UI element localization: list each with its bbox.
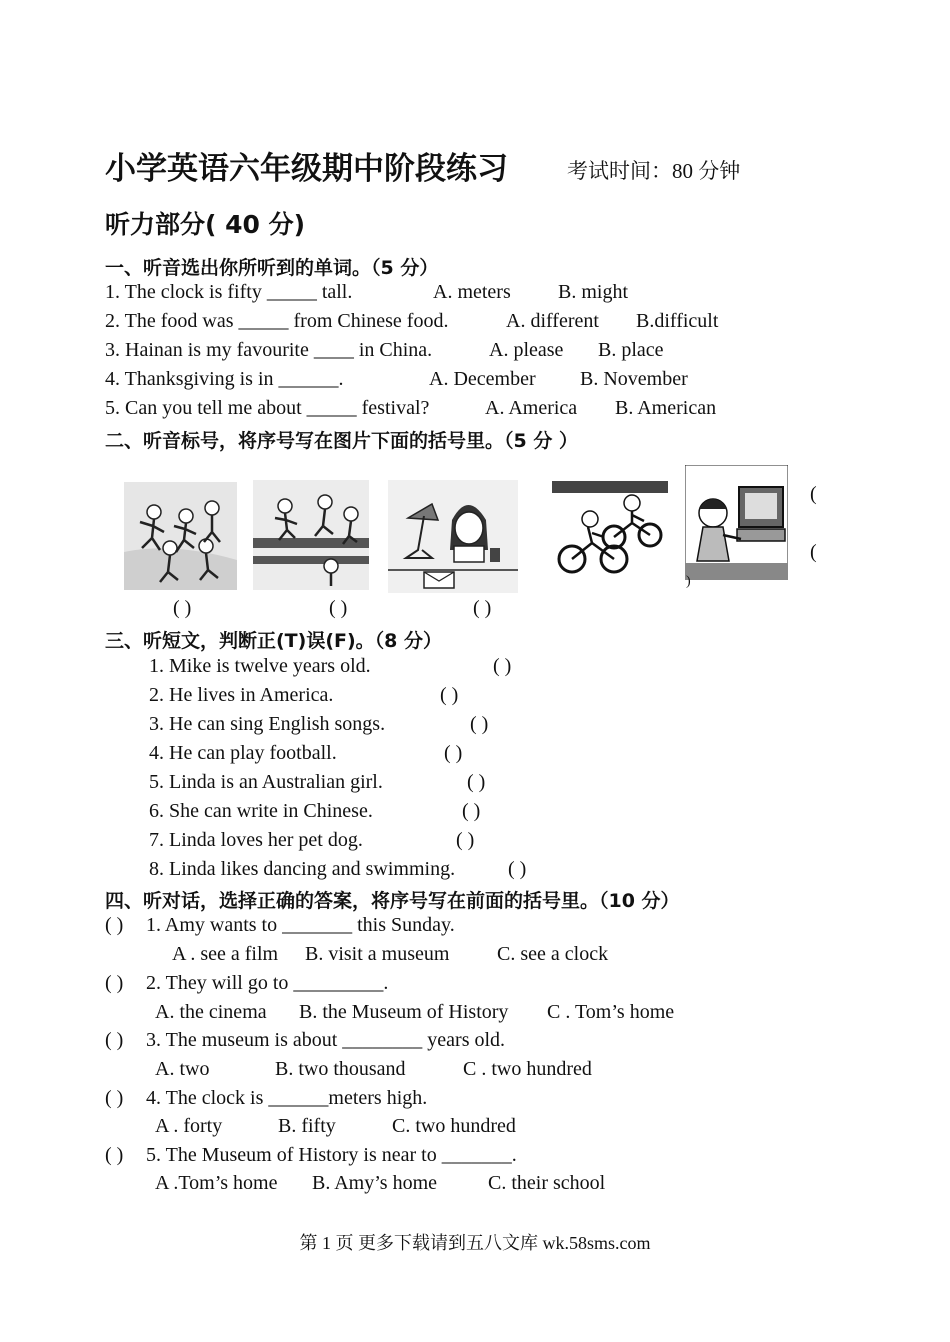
s3-item4: 4. He can play football. bbox=[149, 742, 337, 764]
s4-q3-blank: ( ) bbox=[105, 1029, 124, 1051]
s3-item6-blank: ( ) bbox=[462, 800, 481, 822]
s1-q3: 3. Hainan is my favourite ____ in China. bbox=[105, 339, 433, 361]
section3-heading: 三、听短文，判断正(T)误(F)。（8 分） bbox=[105, 630, 443, 652]
s3-item5: 5. Linda is an Australian girl. bbox=[149, 771, 383, 793]
s1-q5: 5. Can you tell me about _____ festival? bbox=[105, 397, 430, 419]
s3-item2: 2. He lives in America. bbox=[149, 684, 334, 706]
s3-item1-blank: ( ) bbox=[493, 655, 512, 677]
s1-q1-b: B. might bbox=[558, 281, 629, 303]
s1-q3-a: A. please bbox=[489, 339, 564, 361]
section2-heading: 二、听音标号，将序号写在图片下面的括号里。（5 分 ） bbox=[105, 430, 578, 452]
s3-item7-blank: ( ) bbox=[456, 829, 475, 851]
s4-q1: 1. Amy wants to _______ this Sunday. bbox=[146, 914, 455, 936]
s1-q4-b: B. November bbox=[580, 368, 688, 390]
s3-item3-blank: ( ) bbox=[470, 713, 489, 735]
picture5-paren-close: ) bbox=[686, 574, 691, 589]
s4-q3-c: C . two hundred bbox=[463, 1058, 592, 1080]
s3-item5-blank: ( ) bbox=[467, 771, 486, 793]
s4-q4-blank: ( ) bbox=[105, 1087, 124, 1109]
s4-q4-b: B. fifty bbox=[278, 1115, 336, 1137]
s1-q4: 4. Thanksgiving is in ______. bbox=[105, 368, 344, 390]
s4-q4-c: C. two hundred bbox=[392, 1115, 516, 1137]
picture1-answer-bracket: ( ) bbox=[173, 597, 192, 619]
s1-q1-a: A. meters bbox=[433, 281, 511, 303]
s4-q2-c: C . Tom’s home bbox=[547, 1001, 675, 1023]
picture-kids-running bbox=[124, 482, 237, 590]
s4-q3: 3. The museum is about ________ years old. bbox=[146, 1029, 506, 1051]
s1-q5-a: A. America bbox=[485, 397, 578, 419]
s4-q1-blank: ( ) bbox=[105, 914, 124, 936]
picture2-answer-bracket: ( ) bbox=[329, 597, 348, 619]
section1-heading: 一、听音选出你所听到的单词。（5 分） bbox=[105, 257, 439, 279]
s4-q1-c: C. see a clock bbox=[497, 943, 609, 965]
s4-q5-c: C. their school bbox=[488, 1172, 606, 1194]
listening-part-heading: 听力部分( 40 分) bbox=[105, 210, 306, 239]
picture5-paren-open-1: ( bbox=[810, 483, 817, 505]
s4-q3-b: B. two thousand bbox=[275, 1058, 406, 1080]
s3-item4-blank: ( ) bbox=[444, 742, 463, 764]
s1-q2-a: A. different bbox=[506, 310, 599, 332]
s4-q4-a: A . forty bbox=[155, 1115, 223, 1137]
s1-q4-a: A. December bbox=[429, 368, 536, 390]
s4-q4: 4. The clock is ______meters high. bbox=[146, 1087, 428, 1109]
s3-item8: 8. Linda likes dancing and swimming. bbox=[149, 858, 456, 880]
picture5-paren-open-2: ( bbox=[810, 541, 817, 563]
s3-item6: 6. She can write in Chinese. bbox=[149, 800, 373, 822]
s1-q1: 1. The clock is fifty _____ tall. bbox=[105, 281, 353, 303]
page-title: 小学英语六年级期中阶段练习 bbox=[105, 151, 508, 187]
s1-q2: 2. The food was _____ from Chinese food. bbox=[105, 310, 449, 332]
s4-q1-b: B. visit a museum bbox=[305, 943, 450, 965]
picture-kids-race-track bbox=[253, 480, 369, 590]
s1-q2-b: B.difficult bbox=[636, 310, 719, 332]
picture-girl-at-computer bbox=[685, 465, 788, 580]
s4-q1-a: A . see a film bbox=[172, 943, 279, 965]
picture-girl-writing-letter bbox=[388, 480, 518, 593]
s3-item7: 7. Linda loves her pet dog. bbox=[149, 829, 363, 851]
s1-q3-b: B. place bbox=[598, 339, 664, 361]
picture-kids-riding-bikes bbox=[552, 481, 668, 580]
page-footer: 第 1 页 更多下载请到五八文库 wk.58sms.com bbox=[299, 1233, 651, 1253]
s4-q2-blank: ( ) bbox=[105, 972, 124, 994]
s4-q2: 2. They will go to _________. bbox=[146, 972, 389, 994]
s3-item1: 1. Mike is twelve years old. bbox=[149, 655, 371, 677]
s4-q5-a: A .Tom’s home bbox=[155, 1172, 278, 1194]
section4-heading: 四、听对话，选择正确的答案，将序号写在前面的括号里。（10 分） bbox=[105, 890, 680, 912]
s4-q5: 5. The Museum of History is near to _______. bbox=[146, 1144, 517, 1166]
s1-q5-b: B. American bbox=[615, 397, 717, 419]
s4-q5-b: B. Amy’s home bbox=[312, 1172, 438, 1194]
picture3-answer-bracket: ( ) bbox=[473, 597, 492, 619]
s3-item2-blank: ( ) bbox=[440, 684, 459, 706]
s4-q3-a: A. two bbox=[155, 1058, 210, 1080]
s3-item3: 3. He can sing English songs. bbox=[149, 713, 386, 735]
s3-item8-blank: ( ) bbox=[508, 858, 527, 880]
s4-q2-b: B. the Museum of History bbox=[299, 1001, 509, 1023]
s4-q5-blank: ( ) bbox=[105, 1144, 124, 1166]
exam-time: 考试时间：80 分钟 bbox=[567, 159, 741, 183]
s4-q2-a: A. the cinema bbox=[155, 1001, 267, 1023]
